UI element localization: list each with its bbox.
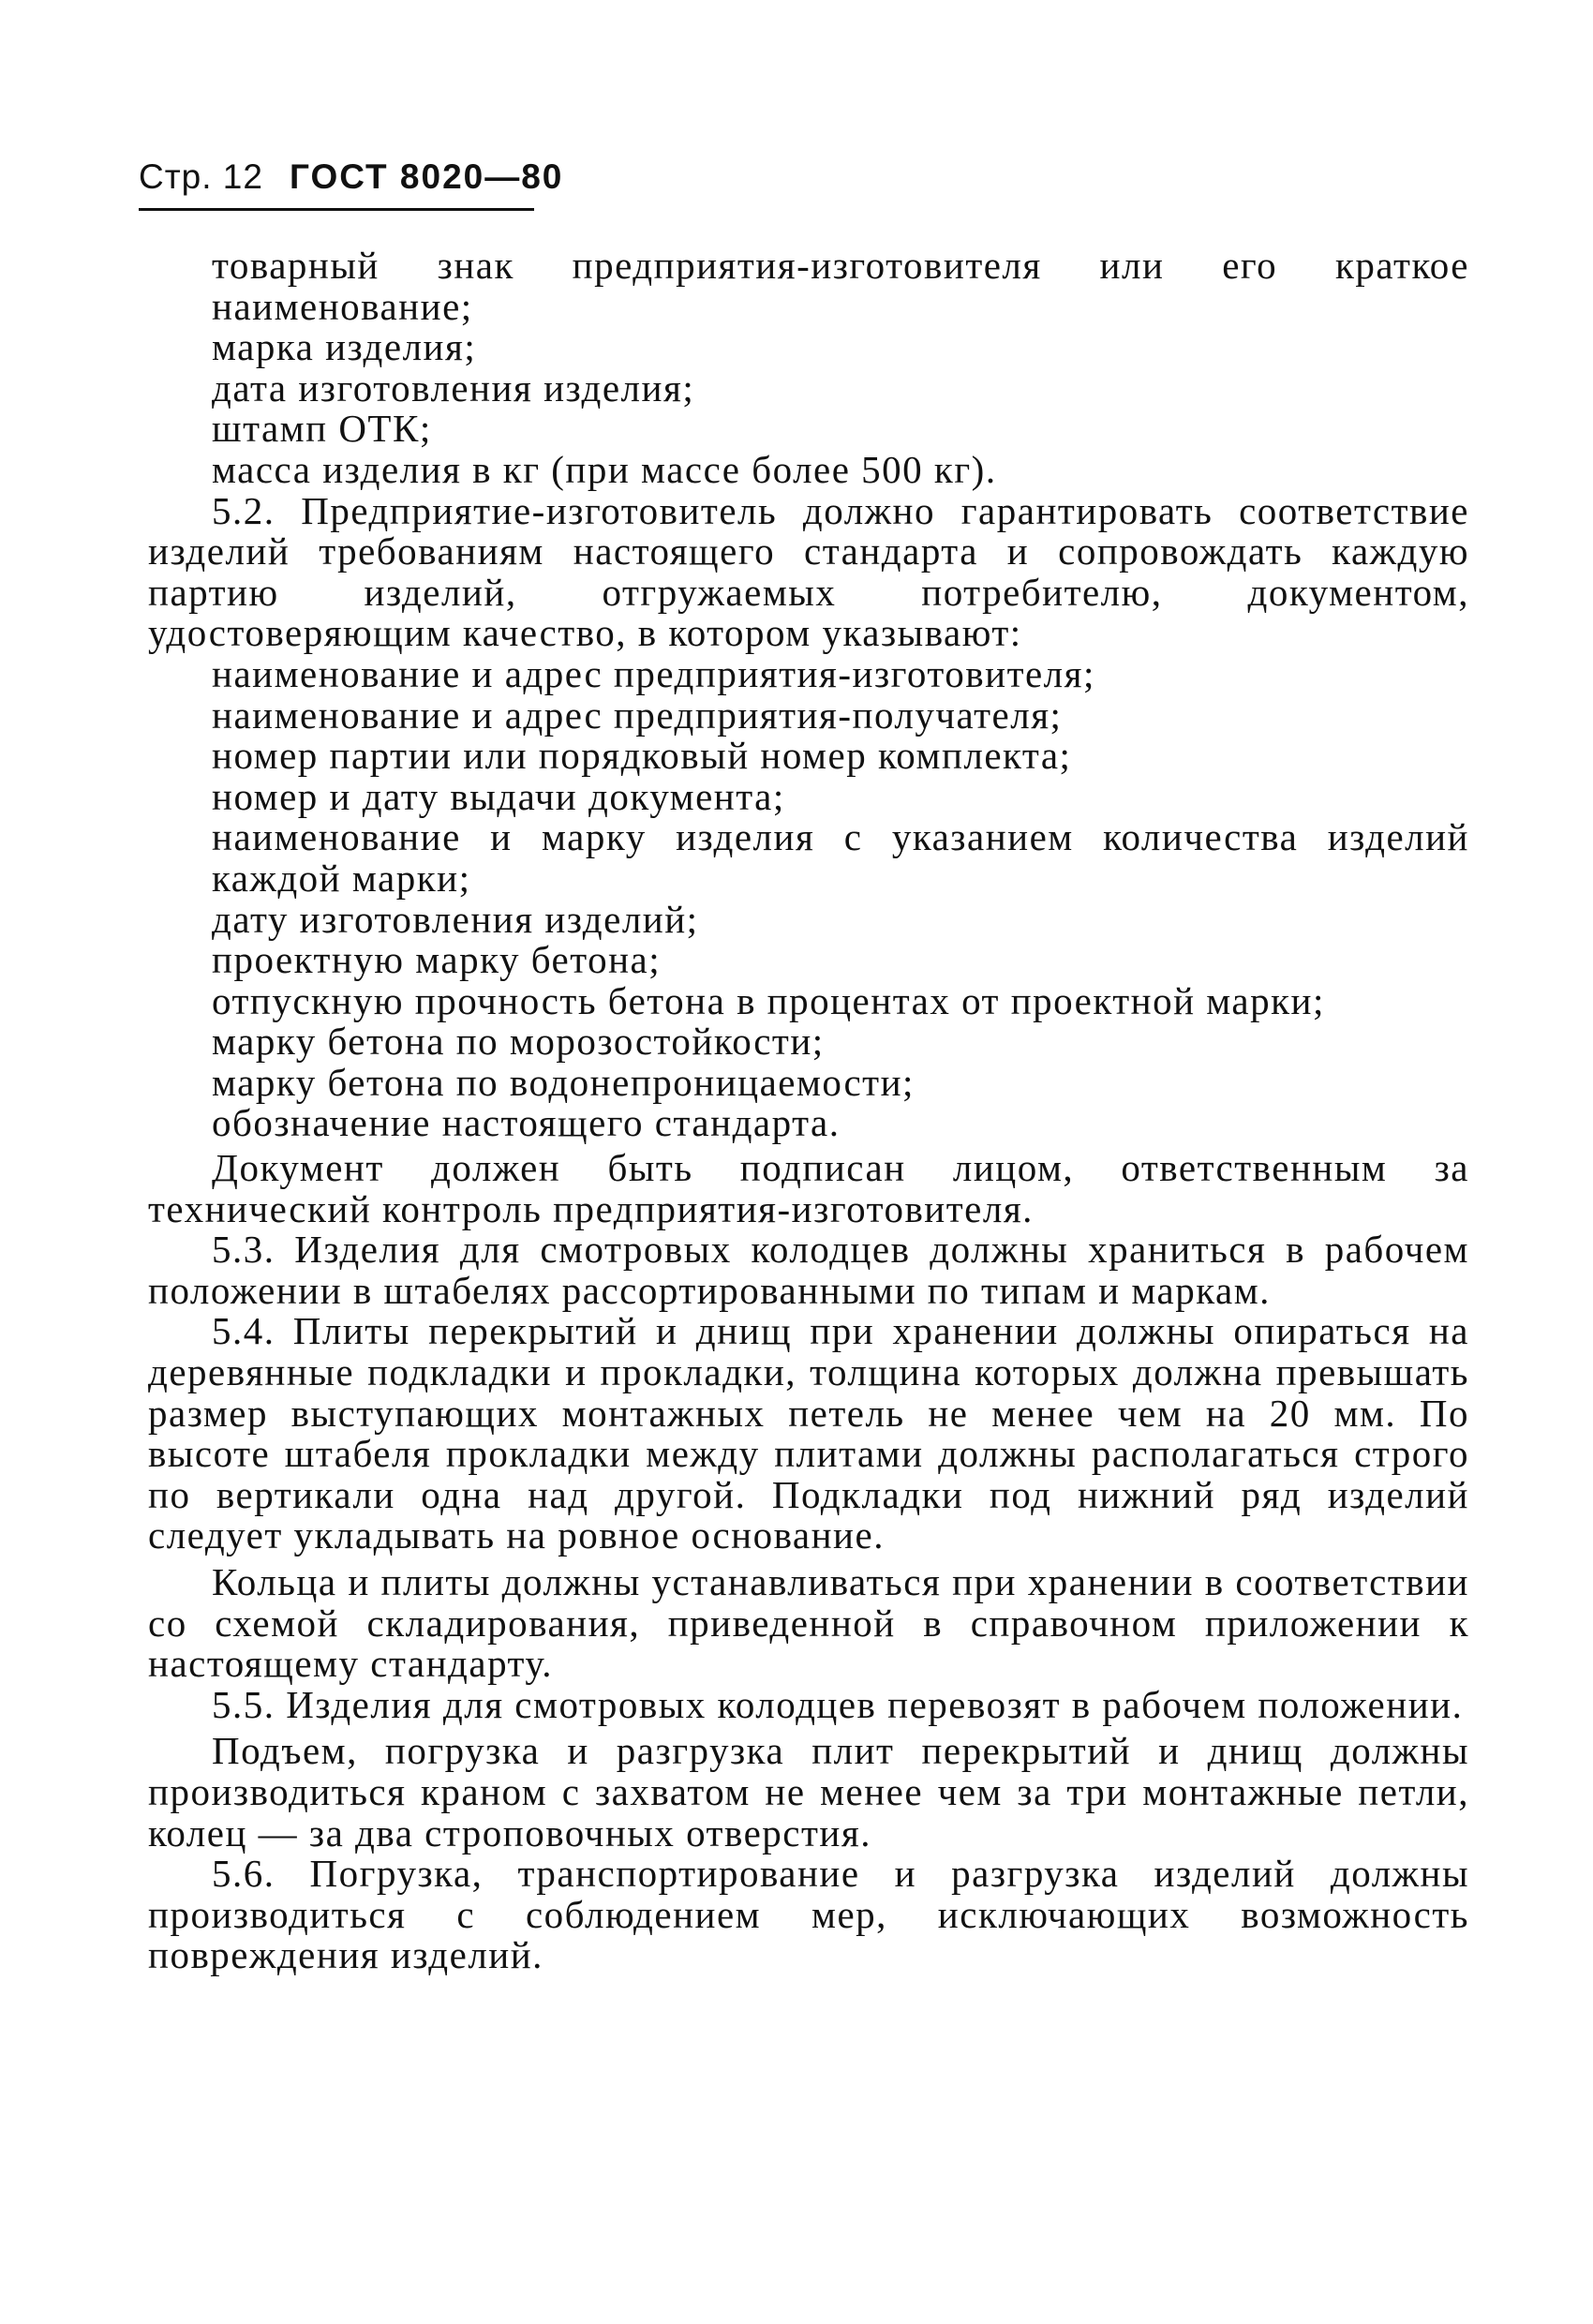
list-item: номер и дату выдачи документа; [212, 774, 785, 818]
clause-5-2: 5.2. Предприятие-изготовитель должно гарантировать соответствие изделий требованиям настоящего стандарта и сопровождать каждую партию изделий, отгружаемых потребителю, документом, удостоверяющим качество, в котором указывают: [148, 488, 1469, 655]
clause-5-4: 5.4. Плиты перекрытий и днищ при хранении должны опираться на деревянные подкладки и прокладки, толщина которых должна превышать размер выступающих монтажных петель не менее чем на 20 мм. По высоте штабеля прокладки между плитами должны располагаться строго по вертикали одна над другой. Подкладки под нижний ряд изделий следует укладывать на ровное основание. [148, 1309, 1469, 1557]
list-item: номер партии или порядковый номер комплекта; [212, 734, 1072, 778]
product-marking-list [148, 246, 1469, 491]
page-number: Стр. 12 [139, 157, 263, 196]
document-body [148, 246, 1469, 1976]
signature-requirement: Документ должен быть подписан лицом, ответственным за технический контроль предприятия-изготовителя. [148, 1146, 1469, 1230]
list-item: марку бетона по водонепроницаемости; [212, 1060, 915, 1104]
storage-scheme-paragraph: Кольца и плиты должны устанавливаться при хранении в соответствии со схемой складирования, приведенной в справочном приложении к настоящему стандарту. [148, 1560, 1469, 1686]
list-item: обозначение настоящего стандарта. [212, 1101, 841, 1145]
list-item: отпускную прочность бетона в процентах от проектной марки; [212, 978, 1325, 1022]
list-item: наименование и адрес предприятия-изготовителя; [212, 651, 1095, 695]
list-item: марка изделия; [212, 325, 477, 369]
clause-5-6: 5.6. Погрузка, транспортирование и разгрузка изделий должны производиться с соблюдением мер, исключающих возможность повреждения изделий. [148, 1852, 1469, 1977]
list-item: дата изготовления изделия; [212, 365, 695, 410]
list-item: проектную марку бетона; [212, 938, 662, 982]
list-item: наименование и адрес предприятия-получателя; [212, 693, 1063, 737]
standard-designation: ГОСТ 8020—80 [289, 157, 564, 196]
list-item: штамп ОТК; [212, 407, 432, 451]
list-item: дату изготовления изделий; [212, 897, 699, 941]
page-header [139, 157, 563, 197]
clause-5-5: 5.5. Изделия для смотровых колодцев перевозят в рабочем положении. [212, 1682, 1464, 1726]
quality-document-list [148, 651, 1469, 1145]
list-item: масса изделия в кг (при массе более 500 кг). [212, 447, 997, 491]
header-rule [139, 208, 534, 211]
list-item: марку бетона по морозостойкости; [212, 1020, 825, 1064]
clause-5-3: 5.3. Изделия для смотровых колодцев должны храниться в рабочем положении в штабелях рассортированными по типам и маркам. [148, 1228, 1469, 1312]
list-item: наименование и марку изделия с указанием количества изделий каждой марки; [212, 815, 1469, 900]
list-item: товарный знак предприятия-изготовителя или его краткое наименование; [212, 244, 1469, 328]
lifting-paragraph: Подъем, погрузка и разгрузка плит перекрытий и днищ должны производиться краном с захватом не менее чем за три монтажные петли, колец — за два строповочных отверстия. [148, 1729, 1469, 1855]
